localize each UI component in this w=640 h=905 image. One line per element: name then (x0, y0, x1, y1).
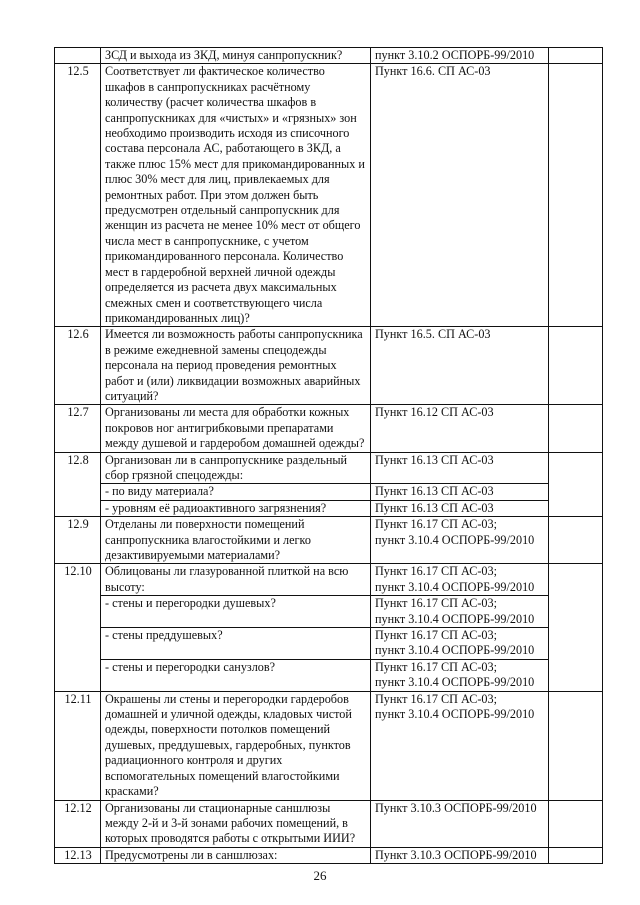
table-row (55, 48, 603, 64)
question-cell: - уровням её радиоактивного загрязнения? (101, 500, 371, 516)
table-row (55, 452, 603, 484)
question-cell: Соответствует ли фактическое количество шкафов в санпропускниках расчётному количеству (расчет количества шкафов в санпропускниках для «чистых» и «грязных» зон необходимо производить исходя из списочного состава персонала АС, работающего в ЗКД, а также плюс 15% мест для прикомандированных и плюс 30% мест для лиц, привлекаемых для ремонтных работ. При этом должен быть предусмотрен отдельный санпропускник для женщин из расчета не менее 10% мест от общего числа мест в санпропускнике, с учетом прикомандированного персонала. Количество мест в гардеробной верхней личной одежды определяется из расчета двух максимальных смежных смен и соответствующего числа прикомандированных лиц)? (101, 64, 371, 327)
empty-cell (549, 452, 603, 517)
table-row (55, 691, 603, 800)
question-cell: Окрашены ли стены и перегородки гардеробов домашней и уличной одежды, кладовых чистой одежды, поверхности потолков помещений душевых, преддушевых, гардеробных, пунктов радиационного контроля и других вспомогательных помещений влагостойкими красками? (101, 691, 371, 800)
table-row (55, 64, 603, 327)
table-row (55, 847, 603, 863)
question-cell: Предусмотрены ли в саншлюзах: (101, 847, 371, 863)
table-subrow (55, 659, 603, 691)
empty-cell (549, 800, 603, 847)
item-number: 12.12 (55, 800, 101, 847)
reference-cell: Пункт 16.13 СП АС-03 (371, 484, 549, 500)
table-row (55, 327, 603, 405)
item-number: 12.10 (55, 564, 101, 691)
question-cell: - стены и перегородки санузлов? (101, 659, 371, 691)
question-cell: Организован ли в санпропускнике раздельный сбор грязной спецодежды: (101, 452, 371, 484)
table-subrow (55, 596, 603, 628)
question-cell: ЗСД и выхода из ЗКД, минуя санпропускник? (101, 48, 371, 64)
item-number: 12.9 (55, 517, 101, 564)
item-number (55, 48, 101, 64)
table-row (55, 800, 603, 847)
reference-cell: Пункт 16.13 СП АС-03 (371, 452, 549, 484)
question-cell: Имеется ли возможность работы санпропускника в режиме ежедневной замены спецодежды персонала на период проведения ремонтных работ и (или) ликвидации возможных аварийных ситуаций? (101, 327, 371, 405)
question-cell: - по виду материала? (101, 484, 371, 500)
item-number: 12.13 (55, 847, 101, 863)
reference-cell: Пункт 16.17 СП АС-03; пункт 3.10.4 ОСПОРБ-99/2010 (371, 517, 549, 564)
empty-cell (549, 64, 603, 327)
empty-cell (549, 405, 603, 452)
table-row (55, 564, 603, 596)
item-number: 12.8 (55, 452, 101, 517)
empty-cell (549, 327, 603, 405)
table-subrow (55, 484, 603, 500)
reference-cell: Пункт 16.17 СП АС-03; пункт 3.10.4 ОСПОРБ-99/2010 (371, 596, 549, 628)
reference-cell: пункт 3.10.2 ОСПОРБ-99/2010 (371, 48, 549, 64)
reference-cell: Пункт 3.10.3 ОСПОРБ-99/2010 (371, 847, 549, 863)
table-subrow (55, 500, 603, 516)
empty-cell (549, 564, 603, 691)
empty-cell (549, 48, 603, 64)
question-cell: Отделаны ли поверхности помещений санпропускника влагостойкими и легко дезактивируемыми материалами? (101, 517, 371, 564)
table-row (55, 405, 603, 452)
empty-cell (549, 847, 603, 863)
item-number: 12.11 (55, 691, 101, 800)
reference-cell: Пункт 16.17 СП АС-03; пункт 3.10.4 ОСПОРБ-99/2010 (371, 691, 549, 800)
empty-cell (549, 517, 603, 564)
question-cell: - стены и перегородки душевых? (101, 596, 371, 628)
reference-cell: Пункт 16.13 СП АС-03 (371, 500, 549, 516)
reference-cell: Пункт 3.10.3 ОСПОРБ-99/2010 (371, 800, 549, 847)
item-number: 12.5 (55, 64, 101, 327)
checklist-body (55, 48, 603, 864)
reference-cell: Пункт 16.17 СП АС-03; пункт 3.10.4 ОСПОРБ-99/2010 (371, 659, 549, 691)
checklist-table (54, 47, 603, 864)
reference-cell: Пункт 16.17 СП АС-03; пункт 3.10.4 ОСПОРБ-99/2010 (371, 628, 549, 660)
reference-cell: Пункт 16.5. СП АС-03 (371, 327, 549, 405)
page-number: 26 (313, 868, 327, 883)
question-cell: Организованы ли места для обработки кожных покровов ног антигрибковыми препаратами между душевой и гардеробом домашней одежды? (101, 405, 371, 452)
reference-cell: Пункт 16.12 СП АС-03 (371, 405, 549, 452)
table-subrow (55, 628, 603, 660)
question-cell: Организованы ли стационарные саншлюзы между 2-й и 3-й зонами рабочих помещений, в которых проводятся работы с открытыми ИИИ? (101, 800, 371, 847)
item-number: 12.6 (55, 327, 101, 405)
question-cell: - стены преддушевых? (101, 628, 371, 660)
question-cell: Облицованы ли глазурованной плиткой на всю высоту: (101, 564, 371, 596)
reference-cell: Пункт 16.17 СП АС-03; пункт 3.10.4 ОСПОРБ-99/2010 (371, 564, 549, 596)
table-row (55, 517, 603, 564)
item-number: 12.7 (55, 405, 101, 452)
reference-cell: Пункт 16.6. СП АС-03 (371, 64, 549, 327)
empty-cell (549, 691, 603, 800)
